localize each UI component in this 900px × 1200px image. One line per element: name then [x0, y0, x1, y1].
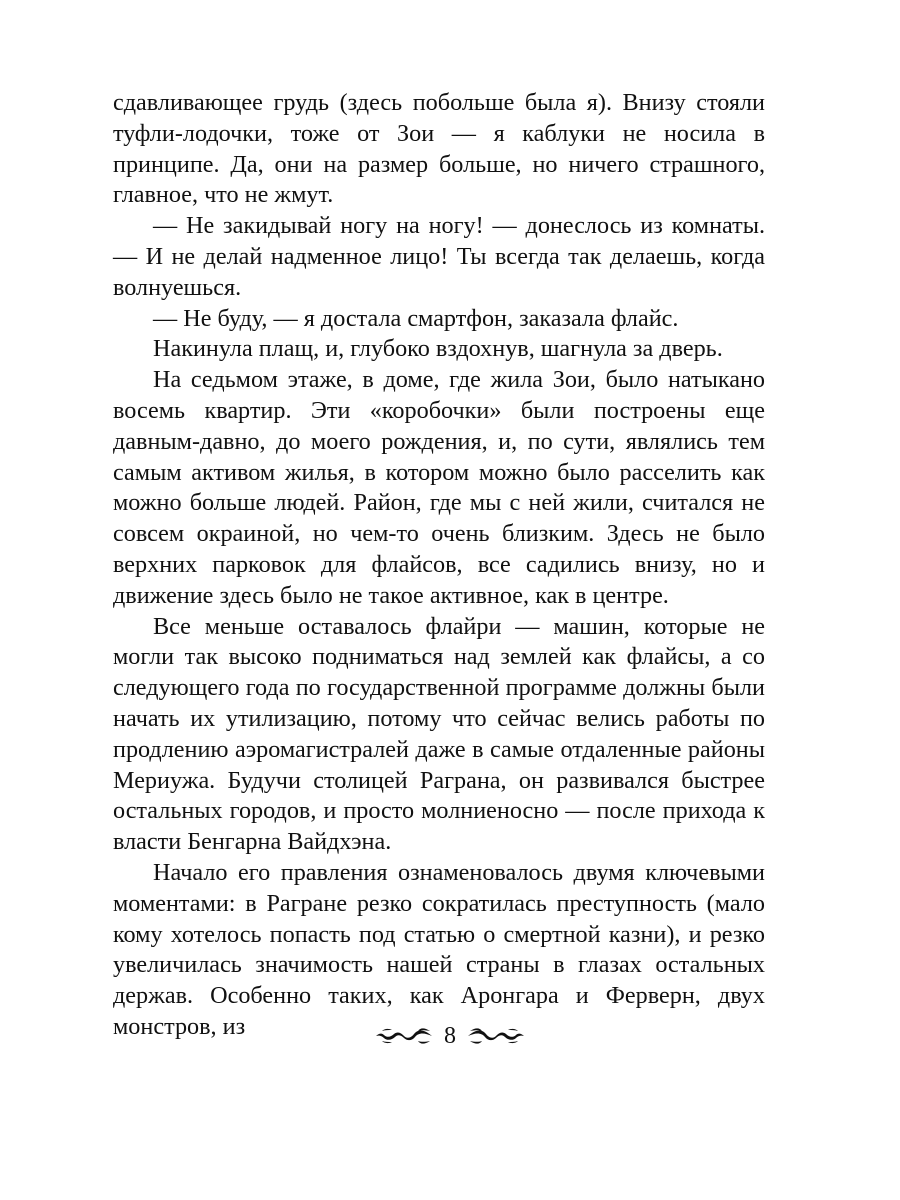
paragraph-6: Все меньше оставалось флайри — машин, которые не могли так высоко подниматься над землей как флайсы, а со следующего года по государственной программе должны были начать их утилизацию, потому что сейчас велись работы по продлению аэромагистралей даже в самые отдаленные районы Мериужа. Будучи столицей Раграна, он развивался быстрее остальных городов, и просто молниеносно — после прихода к власти Бенгарна Вайдхэна. [113, 612, 765, 856]
page-number: 8 [444, 1023, 456, 1049]
paragraph-7: Начало его правления ознаменовалось двумя ключевыми моментами: в Рагране резко сократилась преступность (мало кому хотелось попасть под статью о смертной казни), и резко увеличилась значимость нашей страны в глазах остальных держав. Особенно таких, как Аронгара и Ферверн, двух монстров, из [113, 858, 765, 1040]
page-body [113, 88, 765, 1043]
flourish-ornament-left-icon [374, 1025, 434, 1047]
paragraph-1: сдавливающее грудь (здесь побольше была я). Внизу стояли туфли-лодочки, тоже от Зои — я каблуки не носила в принципе. Да, они на размер больше, но ничего страшного, главное, что не жмут. [113, 89, 765, 209]
paragraph-3: — Не буду, — я достала смартфон, заказала флайс. [153, 304, 679, 332]
paragraph-2: — Не закидывай ногу на ногу! — донеслось из комнаты. — И не делай надменное лицо! Ты всегда так делаешь, когда волнуешься. [113, 212, 765, 301]
flourish-ornament-right-icon [466, 1025, 526, 1047]
paragraph-4: Накинула плащ, и, глубоко вздохнув, шагнула за дверь. [153, 335, 723, 363]
paragraph-5: На седьмом этаже, в доме, где жила Зои, было натыкано восемь квартир. Эти «коробочки» были построены еще давным-давно, до моего рождения, и, по сути, являлись тем самым активом жилья, в котором можно было расселить как можно больше людей. Район, где мы с ней жили, считался не совсем окраиной, но чем-то очень близким. Здесь не было верхних парковок для флайсов, все садились внизу, но и движение здесь было не такое активное, как в центре. [113, 366, 765, 609]
page-footer [0, 1018, 900, 1054]
